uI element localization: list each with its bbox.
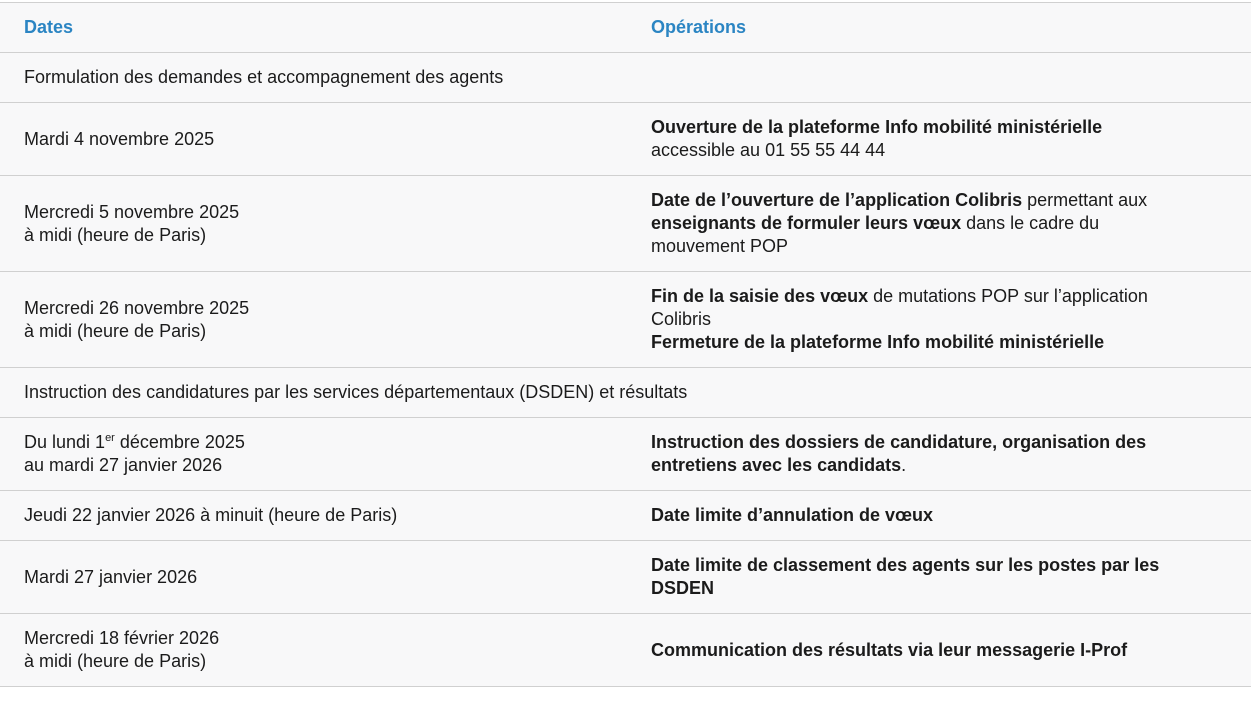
operations-cell	[627, 176, 1251, 271]
bold-text: DSDEN	[651, 578, 715, 598]
text-line	[24, 381, 1227, 404]
plain-text: de mutations POP sur l’application	[868, 286, 1148, 306]
bold-text: Communication des résultats via leur messagerie I-Prof	[651, 639, 1128, 660]
bold-text: Fermeture de la plateforme Info mobilité ministérielle	[651, 332, 1105, 352]
table-row	[0, 541, 1251, 614]
plain-text: à midi (heure de Paris)	[24, 320, 207, 341]
text-line	[651, 139, 1227, 162]
text-line	[651, 454, 1227, 477]
text-line	[24, 566, 603, 589]
operations-cell	[627, 418, 1251, 490]
plain-text: Mercredi 18 février 2026	[24, 628, 220, 648]
text-line	[651, 639, 1227, 662]
operations-cell	[627, 541, 1251, 613]
text-line	[24, 297, 603, 320]
plain-text: mouvement POP	[651, 236, 789, 256]
section-row	[0, 368, 1251, 418]
table-body	[0, 53, 1251, 687]
bold-text: Instruction des dossiers de candidature, organisation des	[651, 432, 1147, 452]
plain-text: accessible au 01 55 55 44 44	[651, 140, 886, 160]
text-line	[651, 577, 1227, 600]
text-line	[651, 308, 1227, 331]
plain-text: Du lundi 1	[24, 432, 106, 452]
plain-text: Colibris	[651, 309, 712, 329]
date-cell	[0, 553, 627, 602]
text-line	[651, 431, 1227, 454]
bold-text: Date limite d’annulation de vœux	[651, 505, 934, 525]
text-line	[651, 331, 1227, 354]
table-row	[0, 614, 1251, 687]
plain-text: Mardi 27 janvier 2026	[24, 566, 198, 587]
plain-text: à midi (heure de Paris)	[24, 224, 207, 245]
plain-text: Mercredi 26 novembre 2025	[24, 297, 250, 318]
bold-text: Ouverture de la plateforme Info mobilité ministérielle	[651, 117, 1103, 137]
table-header-row	[0, 3, 1251, 53]
text-line	[651, 189, 1227, 212]
table-row	[0, 272, 1251, 368]
bold-text: Date limite de classement des agents sur les postes par les	[651, 555, 1160, 575]
plain-text: Instruction des candidatures par les services départementaux (DSDEN) et résultats	[24, 382, 688, 402]
plain-text: permettant aux	[1022, 190, 1148, 210]
bold-text: entretiens avec les candidats	[651, 455, 902, 475]
text-line	[24, 224, 603, 247]
plain-text: dans le cadre du	[961, 213, 1100, 233]
date-cell	[0, 491, 627, 540]
date-cell	[0, 284, 627, 356]
plain-text: au mardi 27 janvier 2026	[24, 455, 223, 475]
bold-text: enseignants de formuler leurs vœux	[651, 213, 962, 233]
date-cell	[0, 115, 627, 164]
section-row	[0, 53, 1251, 103]
bold-text: Fin de la saisie des vœux	[651, 286, 869, 306]
text-line	[24, 650, 603, 673]
date-cell	[0, 418, 627, 490]
operations-cell	[627, 491, 1251, 540]
text-line	[651, 235, 1227, 258]
table-row	[0, 491, 1251, 541]
plain-text: décembre 2025	[114, 432, 245, 452]
plain-text: Mercredi 5 novembre 2025	[24, 201, 240, 222]
plain-text: Formulation des demandes et accompagnement des agents	[24, 67, 504, 87]
text-line	[651, 116, 1227, 139]
text-line	[651, 504, 1227, 527]
operations-cell	[627, 272, 1251, 367]
plain-text: .	[901, 455, 907, 475]
operations-cell	[627, 626, 1251, 675]
text-line	[24, 66, 1227, 89]
schedule-table	[0, 2, 1251, 687]
table-row	[0, 418, 1251, 491]
column-header-operations: Opérations	[651, 17, 747, 37]
date-cell	[0, 614, 627, 686]
text-line	[651, 554, 1227, 577]
text-line	[24, 320, 603, 343]
plain-text: Jeudi 22 janvier 2026 à minuit (heure de Paris)	[24, 505, 398, 525]
date-cell	[0, 188, 627, 260]
text-line	[24, 431, 603, 454]
section-title	[0, 368, 1251, 417]
section-title	[0, 53, 1251, 102]
text-line	[24, 201, 603, 224]
text-line	[24, 128, 603, 151]
text-line	[24, 627, 603, 650]
column-header-dates: Dates	[24, 17, 74, 37]
superscript-text: er	[105, 432, 115, 444]
plain-text: Mardi 4 novembre 2025	[24, 128, 215, 149]
text-line	[651, 285, 1227, 308]
text-line	[651, 212, 1227, 235]
text-line	[24, 504, 603, 527]
bold-text: Date de l’ouverture de l’application Colibris	[651, 190, 1023, 210]
text-line	[24, 454, 603, 477]
table-row	[0, 176, 1251, 272]
table-row	[0, 103, 1251, 176]
plain-text: à midi (heure de Paris)	[24, 651, 207, 671]
operations-cell	[627, 103, 1251, 175]
